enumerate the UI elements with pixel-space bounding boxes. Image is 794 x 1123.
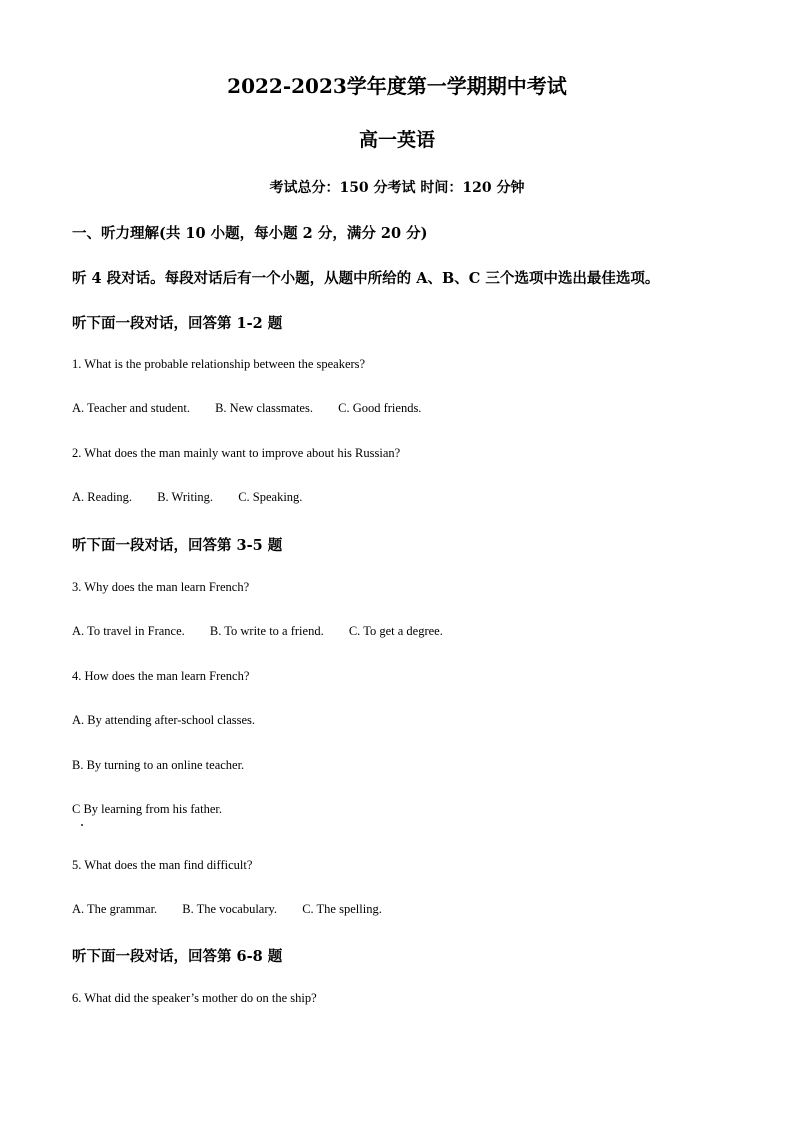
question-3: 3. Why does the man learn French?: [72, 580, 250, 594]
question-5: 5. What does the man find difficult?: [72, 858, 253, 872]
question-5-options: [72, 902, 382, 917]
option-3b: B. To write to a friend.: [209, 624, 324, 638]
question-1-options: [72, 401, 421, 416]
option-3a: A. To travel in France.: [72, 624, 185, 638]
group-heading-1: 听下面一段对话，回答第 1-2 题: [72, 315, 283, 332]
option-1c: C. Good friends.: [338, 401, 422, 415]
section-instruction: 听 4 段对话。每段对话后有一个小题，从题中所给的 A、B、C 三个选项中选出最佳选项。: [72, 270, 660, 287]
option-3c: C. To get a degree.: [348, 624, 443, 638]
exam-info: 考试总分：150 分考试 时间：120 分钟: [269, 180, 525, 196]
option-2b: B. Writing.: [157, 490, 214, 504]
option-5b: B. The vocabulary.: [182, 902, 278, 916]
exam-subject: 高一英语: [358, 129, 435, 151]
option-4a: A. By attending after-school classes.: [72, 713, 256, 727]
exam-title: 2022-2023学年度第一学期期中考试: [227, 74, 567, 98]
option-5a: A. The grammar.: [72, 902, 158, 916]
question-1: 1. What is the probable relationship between the speakers?: [72, 357, 366, 371]
group-heading-2: 听下面一段对话，回答第 3-5 题: [72, 537, 283, 554]
question-2: 2. What does the man mainly want to improve about his Russian?: [72, 446, 401, 460]
option-4c: C By learning from his father.: [72, 802, 222, 816]
question-4: 4. How does the man learn French?: [72, 669, 250, 683]
option-1a: A. Teacher and student.: [72, 401, 190, 415]
option-2a: A. Reading.: [72, 490, 133, 504]
group-heading-3: 听下面一段对话，回答第 6-8 题: [72, 948, 283, 965]
question-2-options: [72, 490, 302, 505]
section-heading: 一、听力理解(共 10 小题，每小题 2 分，满分 20 分): [72, 225, 428, 242]
option-4b: B. By turning to an online teacher.: [72, 758, 245, 772]
stray-dot: [81, 824, 83, 826]
question-6: 6. What did the speaker’s mother do on the ship?: [72, 991, 317, 1005]
option-5c: C. The spelling.: [302, 902, 382, 916]
option-2c: C. Speaking.: [238, 490, 303, 504]
option-1b: B. New classmates.: [215, 401, 313, 415]
question-3-options: [72, 624, 443, 639]
